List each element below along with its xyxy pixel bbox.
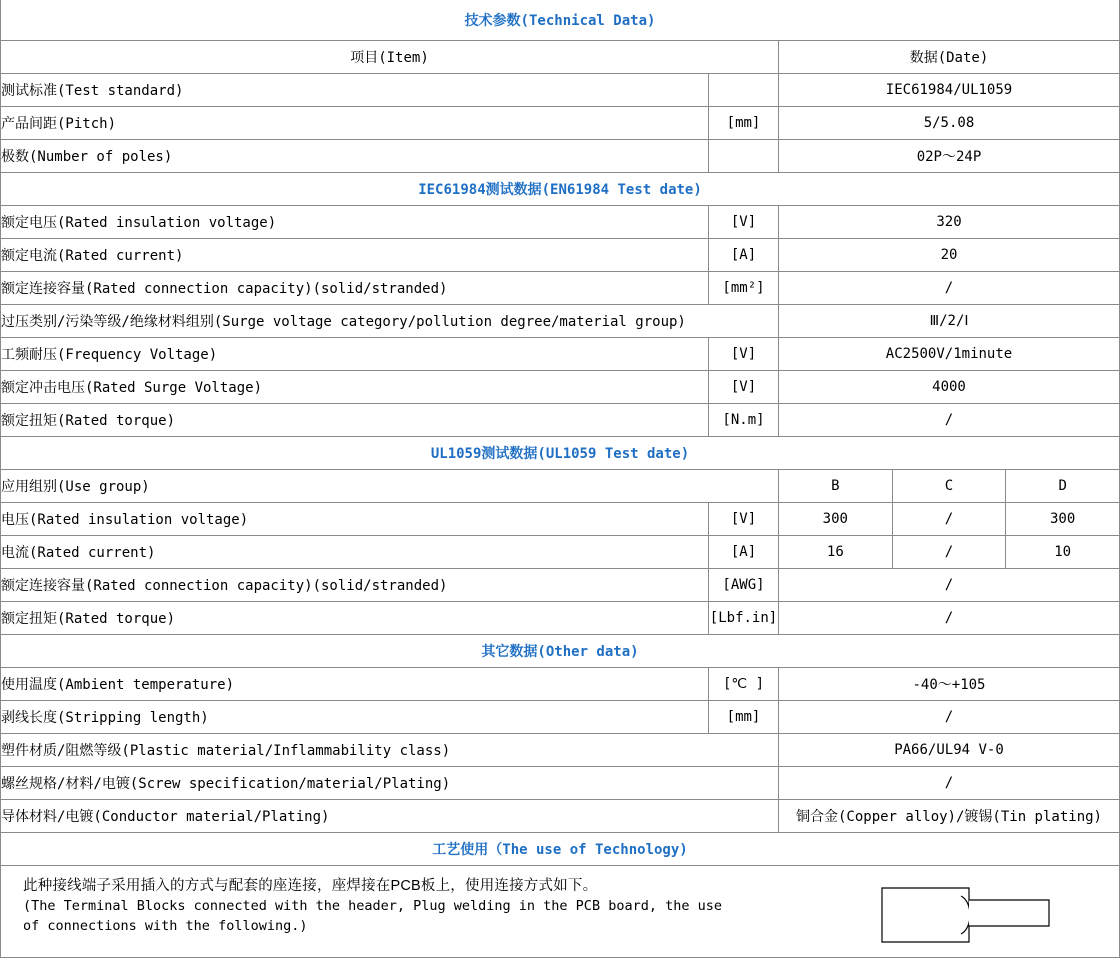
row-unit: [V] [709,206,779,239]
row-value-d: 300 [1006,503,1120,536]
row-value: / [779,272,1120,305]
use-group-d: D [1006,470,1120,503]
row-value: 320 [779,206,1120,239]
column-header-data: 数据(Date) [779,41,1120,74]
row-label: 额定扭矩(Rated torque) [1,602,709,635]
section-title-other: 其它数据(Other data) [1,635,1120,668]
row-label: 电压(Rated insulation voltage) [1,503,709,536]
section-header-row-ul [1,437,1120,470]
row-unit: [V] [709,371,779,404]
row-value: / [779,767,1120,800]
row-unit: [N.m] [709,404,779,437]
row-value: AC2500V/1minute [779,338,1120,371]
table-row [1,140,1120,173]
row-unit: [mm²] [709,272,779,305]
row-label: 额定电压(Rated insulation voltage) [1,206,709,239]
technology-line-en-2: of connections with the following.) [23,917,308,934]
section-title-ul: UL1059测试数据(UL1059 Test date) [1,437,1120,470]
row-value: / [779,569,1120,602]
row-unit: [V] [709,503,779,536]
row-label: 额定冲击电压(Rated Surge Voltage) [1,371,709,404]
section-header-row-technology [1,833,1120,866]
table-row [1,272,1120,305]
row-label: 额定电流(Rated current) [1,239,709,272]
table-row [1,206,1120,239]
row-unit: [A] [709,536,779,569]
row-value: -40～+105 [779,668,1120,701]
terminal-block-diagram-icon [881,882,1051,948]
row-value: / [779,404,1120,437]
row-unit: [mm] [709,701,779,734]
row-unit: [AWG] [709,569,779,602]
row-unit [709,140,779,173]
row-value: Ⅲ/2/Ⅰ [779,305,1120,338]
row-value-b: 300 [779,503,893,536]
row-label: 使用温度(Ambient temperature) [1,668,709,701]
use-group-b: B [779,470,893,503]
section-title-technical: 技术参数(Technical Data) [1,0,1120,41]
technology-line-en-1: (The Terminal Blocks connected with the header, Plug welding in the PCB board, the use [23,898,722,915]
row-label: 极数(Number of poles) [1,140,709,173]
table-row [1,404,1120,437]
table-row [1,470,1120,503]
row-unit [709,74,779,107]
technology-description-block [0,866,1120,958]
technology-text [23,876,743,936]
row-value: / [779,701,1120,734]
table-row [1,536,1120,569]
row-value-c: / [892,536,1006,569]
row-value: 02P～24P [779,140,1120,173]
row-label: 电流(Rated current) [1,536,709,569]
technology-line-cn: 此种接线端子采用插入的方式与配套的座连接，座焊接在PCB板上，使用连接方式如下。 [23,878,598,894]
row-unit: [℃ ] [709,668,779,701]
table-row [1,668,1120,701]
table-row [1,239,1120,272]
use-group-c: C [892,470,1006,503]
row-value: / [779,602,1120,635]
section-title-iec: IEC61984测试数据(EN61984 Test date) [1,173,1120,206]
table-header-row [1,41,1120,74]
row-value-d: 10 [1006,536,1120,569]
row-value: 20 [779,239,1120,272]
row-unit: [mm] [709,107,779,140]
section-header-row-other [1,635,1120,668]
row-value: PA66/UL94 V-0 [779,734,1120,767]
row-label: 产品间距(Pitch) [1,107,709,140]
table-row [1,569,1120,602]
row-label: 过压类别/污染等级/绝缘材料组别(Surge voltage category/pollution degree/material group) [1,305,779,338]
row-label: 额定连接容量(Rated connection capacity)(solid/stranded) [1,569,709,602]
table-row [1,701,1120,734]
row-label: 塑件材质/阻燃等级(Plastic material/Inflammability class) [1,734,779,767]
row-label: 额定连接容量(Rated connection capacity)(solid/stranded) [1,272,709,305]
row-label: 剥线长度(Stripping length) [1,701,709,734]
table-row [1,734,1120,767]
row-value: IEC61984/UL1059 [779,74,1120,107]
section-header-row-technical [1,0,1120,41]
row-value: 5/5.08 [779,107,1120,140]
table-row [1,503,1120,536]
table-row [1,800,1120,833]
table-row [1,767,1120,800]
row-label: 测试标准(Test standard) [1,74,709,107]
table-row [1,107,1120,140]
row-value: 铜合金(Copper alloy)/镀锡(Tin plating) [779,800,1120,833]
column-header-item: 项目(Item) [1,41,779,74]
row-label: 工频耐压(Frequency Voltage) [1,338,709,371]
section-header-row-iec [1,173,1120,206]
section-title-technology: 工艺使用（The use of Technology) [1,833,1120,866]
row-unit: [Lbf.in] [709,602,779,635]
row-label: 应用组别(Use group) [1,470,779,503]
table-row [1,338,1120,371]
row-label: 螺丝规格/材料/电镀(Screw specification/material/Plating) [1,767,779,800]
row-value: 4000 [779,371,1120,404]
table-row [1,602,1120,635]
row-label: 额定扭矩(Rated torque) [1,404,709,437]
row-value-c: / [892,503,1006,536]
table-row [1,371,1120,404]
table-row [1,305,1120,338]
row-unit: [V] [709,338,779,371]
row-label: 导体材料/电镀(Conductor material/Plating) [1,800,779,833]
row-unit: [A] [709,239,779,272]
table-row [1,74,1120,107]
row-value-b: 16 [779,536,893,569]
